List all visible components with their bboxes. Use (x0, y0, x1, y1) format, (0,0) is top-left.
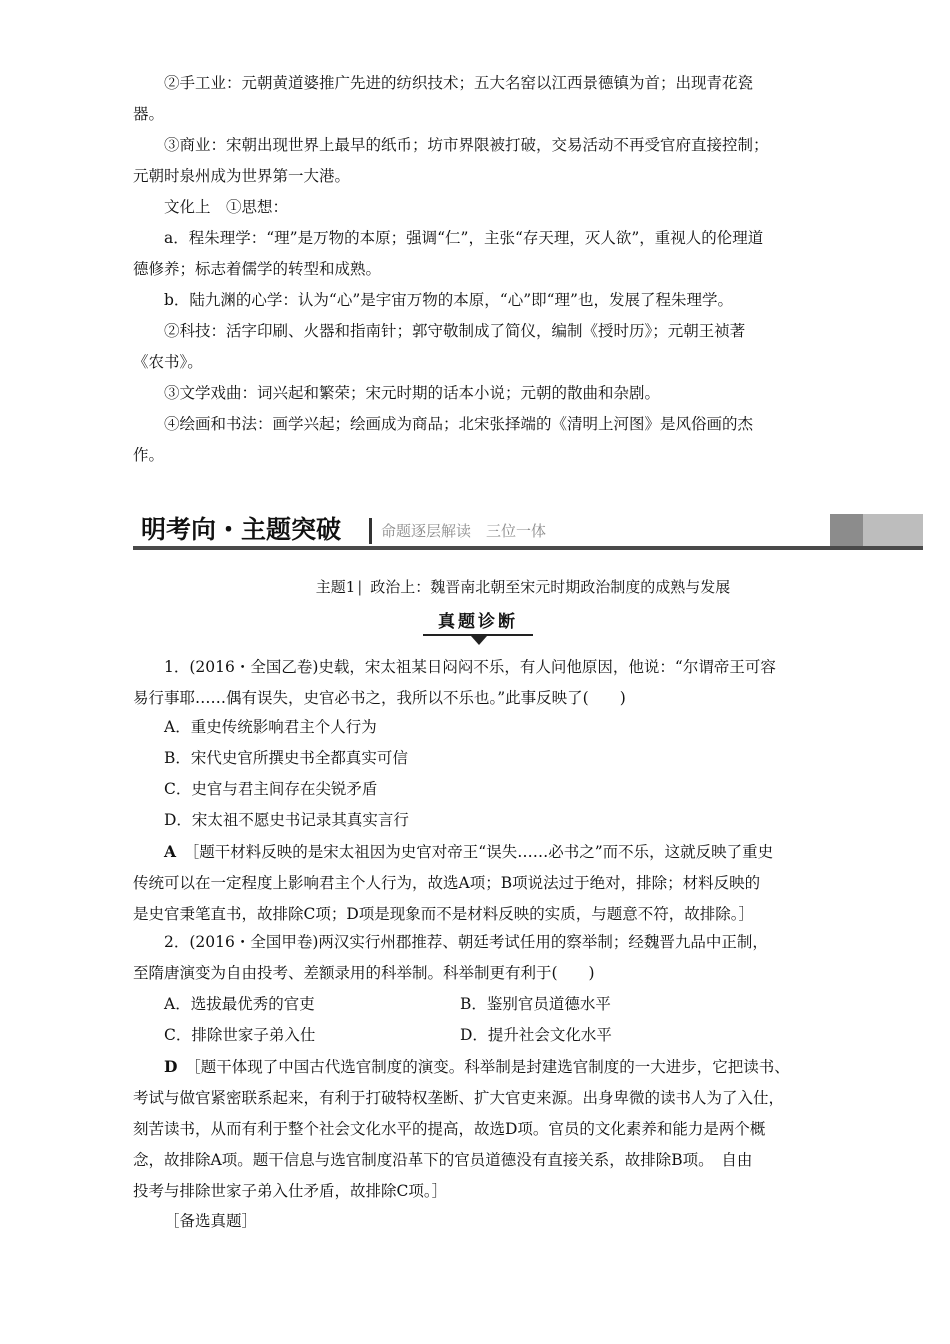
banner-underline (133, 546, 923, 550)
text-line: 作。 (133, 446, 165, 464)
q1-analysis (133, 836, 823, 930)
theme-separator: | (357, 578, 363, 596)
text-line: ［题干材料反映的是宋太祖因为史官对帝王“误失……必书之”而不乐，这就反映了重史 (191, 843, 774, 861)
handicraft-paragraph (133, 68, 823, 130)
text-line: b．陆九渊的心学：认为“心”是宇宙万物的本原，“心”即“理”也，发展了程朱理学。 (164, 291, 733, 309)
culture-heading (133, 192, 823, 223)
text-line: 投考与排除世家子弟入仕矛盾，故排除C项。］ (133, 1182, 448, 1200)
painting-paragraph (133, 409, 823, 471)
text-line: 易行事耶……偶有误失，史官必书之，我所以不乐也。”此事反映了( ) (133, 689, 626, 707)
theme-label: 主题1 (315, 578, 356, 596)
banner-dark-block (830, 514, 863, 546)
theme-text: 政治上：魏晋南北朝至宋元时期政治制度的成熟与发展 (370, 578, 731, 596)
banner-divider (369, 518, 372, 544)
q1-option-a: A．重史传统影响君主个人行为 (164, 718, 377, 736)
commerce-paragraph (133, 130, 823, 192)
text-line: ③文学戏曲：词兴起和繁荣；宋元时期的话本小说；元朝的散曲和杂剧。 (164, 384, 661, 402)
q2-option-b: B．鉴别官员道德水平 (460, 995, 611, 1013)
section-title (423, 609, 533, 647)
q2-answer: D (164, 1057, 178, 1076)
q2-option-d: D．提升社会文化水平 (460, 1026, 612, 1044)
section-title-text: 真题诊断 (438, 612, 518, 632)
text-line: 《农书》。 (133, 353, 203, 371)
literature-paragraph (133, 378, 823, 409)
question-1-stem (133, 652, 823, 714)
text-line: 刻苦读书，从而有利于整个社会文化水平的提高，故选D项。官员的文化素养和能力是两个概 (133, 1120, 766, 1138)
text-line: ③商业：宋朝出现世界上最早的纸币；坊市界限被打破，交易活动不再受官府直接控制； (164, 136, 769, 154)
q1-option-c: C．史官与君主间存在尖锐矛盾 (164, 780, 378, 798)
banner-title: 明考向・主题突破 (141, 515, 342, 544)
text-line: ［备选真题］ (164, 1212, 258, 1230)
theme-heading (133, 573, 913, 601)
text-line: 1．(2016・全国乙卷)史载，宋太祖某日闷闷不乐，有人问他原因，他说：“尔谓帝王可容 (164, 658, 776, 676)
text-line: 是史官秉笔直书，故排除C项；D项是现象而不是材料反映的实质，与题意不符，故排除。］ (133, 905, 755, 923)
thought-a-paragraph (133, 223, 823, 285)
analysis-first-line (133, 1051, 823, 1083)
section-banner (133, 512, 923, 550)
analysis-first-line (133, 836, 823, 868)
text-line: 文化上 ①思想： (164, 198, 289, 216)
banner-light-block (863, 514, 923, 546)
text-line: ［题干体现了中国古代选官制度的演变。科举制是封建选官制度的一大进步，它把读书、 (192, 1058, 790, 1076)
text-line: 器。 (133, 105, 165, 123)
q2-analysis (133, 1051, 823, 1207)
question-2-stem (133, 927, 823, 989)
text-line: ②科技：活字印刷、火器和指南针；郭守敬制成了简仪，编制《授时历》；元朝王祯著 (164, 322, 746, 340)
text-line: a．程朱理学：“理”是万物的本原；强调“仁”，主张“存天理，灭人欲”，重视人的伦理道 (164, 229, 764, 247)
q2-option-c: C．排除世家子弟入仕 (164, 1026, 316, 1044)
text-line: 考试与做官紧密联系起来，有利于打破特权垄断、扩大官吏来源。出身卑微的读书人为了入仕， (133, 1089, 785, 1107)
q1-option-b: B．宋代史官所撰史书全都真实可信 (164, 749, 408, 767)
text-line: 念，故排除A项。题干信息与选官制度沿革下的官员道德没有直接关系，故排除B项。 自由 (133, 1151, 753, 1169)
text-line: 元朝时泉州成为世界第一大港。 (133, 167, 351, 185)
thought-b-paragraph (133, 285, 823, 316)
banner-subtitle: 命题逐层解读 三位一体 (381, 522, 547, 540)
text-line: ④绘画和书法：画学兴起；绘画成为商品；北宋张择端的《清明上河图》是风俗画的杰 (164, 415, 754, 433)
science-paragraph (133, 316, 823, 378)
text-line: 传统可以在一定程度上影响君主个人行为，故选A项；B项说法过于绝对，排除；材料反映的 (133, 874, 761, 892)
text-line: 2．(2016・全国甲卷)两汉实行州郡推荐、朝廷考试任用的察举制；经魏晋九品中正制， (164, 933, 768, 951)
q2-option-a: A．选拔最优秀的官吏 (164, 995, 315, 1013)
backup-questions-label (133, 1206, 823, 1237)
text-line: 至隋唐演变为自由投考、差额录用的科举制。科举制更有利于( ) (133, 964, 595, 982)
text-line: 德修养；标志着儒学的转型和成熟。 (133, 260, 382, 278)
down-triangle-icon (471, 636, 487, 645)
q1-option-d: D．宋太祖不愿史书记录其真实言行 (164, 811, 409, 829)
text-line: ②手工业：元朝黄道婆推广先进的纺织技术；五大名窑以江西景德镇为首；出现青花瓷 (164, 74, 754, 92)
q1-answer: A (164, 842, 177, 861)
